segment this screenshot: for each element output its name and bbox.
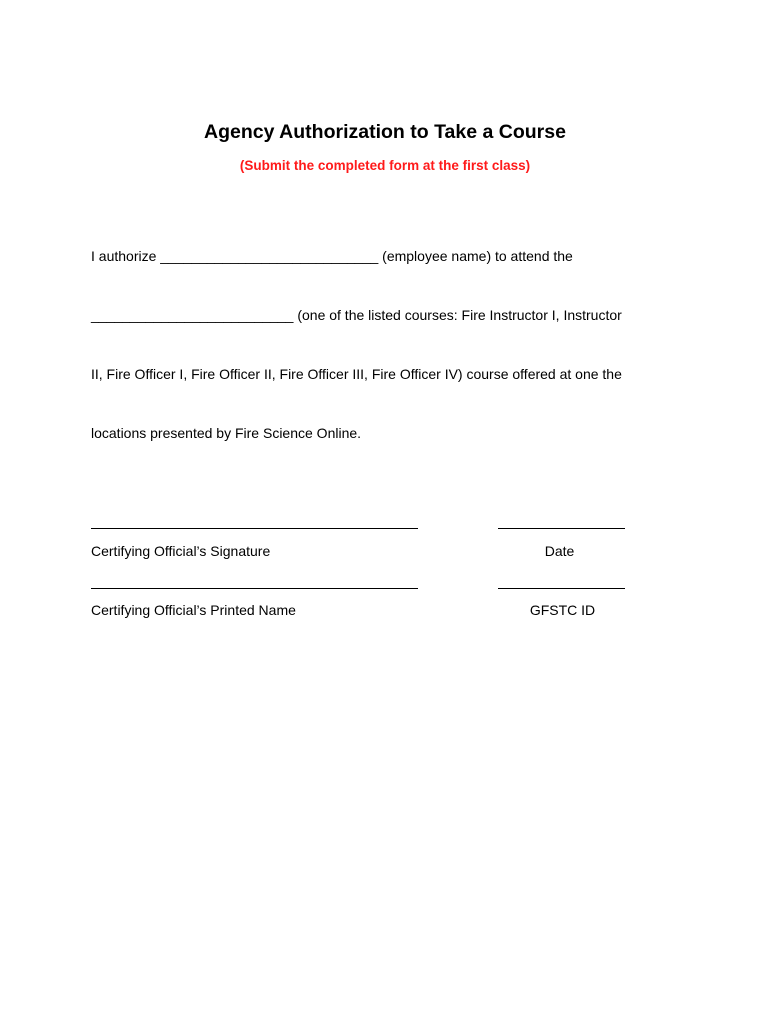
authorization-line-4: locations presented by Fire Science Online. xyxy=(91,425,362,441)
form-title: Agency Authorization to Take a Course xyxy=(204,121,566,143)
form-subtitle: (Submit the completed form at the first class) xyxy=(239,158,531,173)
printed-name-line[interactable] xyxy=(91,588,418,589)
printed-name-label: Certifying Official’s Printed Name xyxy=(91,602,296,618)
gfstc-id-line[interactable] xyxy=(498,588,625,589)
authorization-line-3: II, Fire Officer I, Fire Officer II, Fire Officer III, Fire Officer IV) course offered at one the xyxy=(91,366,622,382)
authorization-line-2: __________________________ (one of the listed courses: Fire Instructor I, Instructor xyxy=(91,307,622,323)
date-line[interactable] xyxy=(498,528,625,529)
signature-label: Certifying Official’s Signature xyxy=(91,543,271,559)
gfstc-id-label: GFSTC ID xyxy=(529,602,596,618)
authorization-line-1: I authorize ____________________________ (employee name) to attend the xyxy=(91,248,573,264)
signature-line[interactable] xyxy=(91,528,418,529)
date-label: Date xyxy=(544,543,575,559)
